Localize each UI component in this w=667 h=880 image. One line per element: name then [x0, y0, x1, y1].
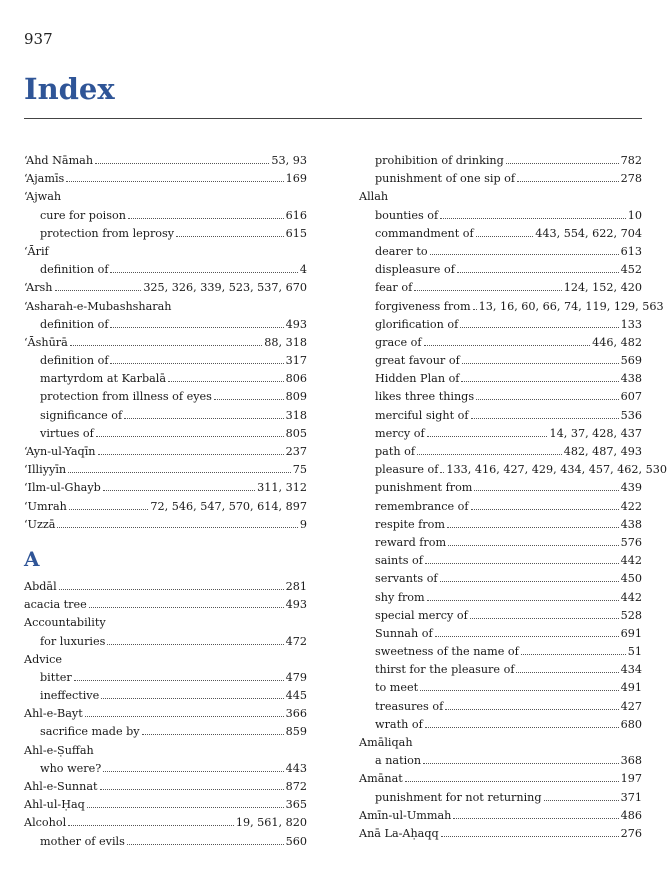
- dot-leader: [445, 708, 618, 710]
- index-entry: [24, 479, 307, 497]
- page-references: 805: [285, 426, 307, 440]
- index-term: dearer to: [375, 244, 428, 258]
- page-references: 493: [285, 317, 307, 331]
- dot-leader: [447, 526, 619, 528]
- index-term: definition of: [40, 263, 109, 277]
- dot-leader: [127, 843, 284, 845]
- index-subentry: [359, 716, 642, 734]
- index-term: bounties of: [375, 208, 439, 222]
- page-references: 434: [620, 663, 642, 677]
- index-term: protection from illness of eyes: [40, 390, 212, 404]
- index-subentry: [359, 661, 642, 679]
- index-entry: [24, 778, 307, 796]
- dot-leader: [430, 253, 619, 255]
- index-heading-entry: [24, 614, 307, 632]
- dot-leader: [96, 435, 284, 437]
- page-references: 14, 37, 428, 437: [549, 426, 642, 440]
- page-references: 450: [620, 572, 642, 586]
- dot-leader: [425, 562, 619, 564]
- index-subentry: [24, 669, 307, 687]
- index-subentry: [24, 352, 307, 370]
- index-heading-entry: [24, 188, 307, 206]
- index-entry: [24, 170, 307, 188]
- index-term: grace of: [375, 335, 422, 349]
- page-references: 368: [620, 754, 642, 768]
- index-term: merciful sight of: [375, 408, 469, 422]
- dot-leader: [85, 715, 284, 717]
- index-term: ‘Asharah-e-Mubashsharah: [24, 299, 172, 313]
- dot-leader: [516, 671, 618, 673]
- index-term: sweetness of the name of: [375, 645, 519, 659]
- dot-leader: [57, 526, 297, 528]
- index-subentry: [359, 498, 642, 516]
- page-references: 472: [285, 634, 307, 648]
- index-term: punishment from: [375, 481, 473, 495]
- page-references: 452: [620, 263, 642, 277]
- page-references: 872: [285, 780, 307, 793]
- page-references: 427: [620, 699, 642, 713]
- page-references: 482, 487, 493: [563, 445, 642, 458]
- page-references: 569: [620, 354, 642, 368]
- page-references: 133: [620, 317, 642, 331]
- index-subentry: [359, 443, 642, 461]
- page-references: 493: [285, 598, 307, 612]
- page-references: 442: [620, 590, 642, 604]
- index-subentry: [359, 334, 642, 352]
- index-subentry: [24, 316, 307, 334]
- section-letter-heading: A: [24, 546, 40, 571]
- index-entry: [359, 770, 642, 788]
- index-heading-entry: [24, 742, 307, 760]
- index-heading-entry: [24, 298, 307, 316]
- page-references: 806: [285, 372, 307, 386]
- page-references: 318: [285, 408, 307, 422]
- page-references: 445: [285, 689, 307, 703]
- dot-leader: [427, 599, 619, 601]
- dot-leader: [457, 271, 619, 273]
- index-term: Allah: [359, 190, 389, 204]
- index-term: Advice: [24, 652, 63, 666]
- index-entry: [24, 152, 307, 170]
- dot-leader: [55, 289, 142, 291]
- page-references: 133, 416, 427, 429, 434, 457, 462, 530: [446, 463, 667, 477]
- dot-leader: [544, 799, 619, 801]
- index-term: ineffective: [40, 689, 100, 703]
- index-subentry: [359, 425, 642, 443]
- index-term: treasures of: [375, 699, 444, 713]
- index-term: Alcohol: [24, 816, 67, 830]
- index-heading-entry: [359, 734, 642, 752]
- page-references: 859: [285, 725, 307, 739]
- index-term: ‘Illiyyīn: [24, 463, 67, 477]
- page-references: 528: [620, 608, 642, 622]
- index-term: ‘Āshūrā: [24, 335, 68, 349]
- dot-leader: [476, 398, 619, 400]
- index-term: martyrdom at Karbalā: [40, 372, 167, 386]
- index-term: Ahl-e-Sunnat: [24, 780, 98, 793]
- index-subentry: [24, 407, 307, 425]
- index-term: for luxuries: [40, 634, 106, 648]
- page-references: 560: [285, 834, 307, 848]
- dot-leader: [448, 544, 619, 546]
- dot-leader: [471, 417, 619, 419]
- index-term: ‘Ahd Nāmah: [24, 154, 94, 167]
- dot-leader: [95, 162, 269, 164]
- index-term: definition of: [40, 317, 109, 331]
- index-entry: [24, 279, 307, 297]
- index-term: mercy of: [375, 426, 425, 440]
- index-term: path of: [375, 445, 415, 458]
- dot-leader: [425, 726, 619, 728]
- index-subentry: [359, 625, 642, 643]
- index-term: significance of: [40, 408, 123, 422]
- index-term: sacrifice made by: [40, 725, 140, 739]
- dot-leader: [103, 770, 283, 772]
- index-subentry: [24, 225, 307, 243]
- index-term: special mercy of: [375, 608, 468, 622]
- index-subentry: [359, 479, 642, 497]
- index-subentry: [359, 589, 642, 607]
- index-entry: [24, 516, 307, 534]
- page-references: 325, 326, 339, 523, 537, 670: [143, 281, 307, 295]
- index-term: Amāliqah: [359, 736, 413, 749]
- dot-leader: [68, 824, 234, 826]
- dot-leader: [168, 380, 284, 382]
- page-references: 10: [627, 208, 642, 222]
- index-subentry: [359, 279, 642, 297]
- page-references: 13, 16, 60, 66, 74, 119, 129, 563: [478, 299, 664, 313]
- index-term: Abdāl: [24, 579, 57, 593]
- dot-leader: [405, 780, 619, 782]
- index-term: ‘Arsh: [24, 281, 53, 295]
- page-references: 124, 152, 420: [563, 281, 642, 295]
- index-term: protection from leprosy: [40, 226, 175, 240]
- index-entry: [24, 578, 307, 596]
- page-references: 615: [285, 226, 307, 240]
- index-term: prohibition of drinking: [375, 154, 504, 167]
- page-references: 443: [285, 761, 307, 775]
- index-entry: [24, 334, 307, 352]
- dot-leader: [517, 180, 619, 182]
- index-subentry: [359, 407, 642, 425]
- page-references: 680: [620, 717, 642, 731]
- index-heading-entry: [359, 188, 642, 206]
- index-term: glorification of: [375, 317, 459, 331]
- index-subentry: [24, 833, 307, 851]
- index-subentry: [24, 760, 307, 778]
- page-references: 278: [620, 172, 642, 186]
- dot-leader: [110, 271, 297, 273]
- page-references: 53, 93: [271, 154, 307, 167]
- index-subentry: [359, 298, 664, 316]
- dot-leader: [420, 689, 619, 691]
- dot-leader: [427, 435, 548, 437]
- page-references: 422: [620, 499, 642, 513]
- page-references: 311, 312: [257, 481, 307, 495]
- index-term: Anā La-Aḥaqq: [359, 826, 439, 840]
- index-term: to meet: [375, 681, 419, 695]
- index-subentry: [359, 352, 642, 370]
- index-heading-entry: [24, 651, 307, 669]
- dot-leader: [128, 217, 284, 219]
- index-term: virtues of: [40, 426, 94, 440]
- index-term: a nation: [375, 754, 422, 768]
- index-entry: [24, 461, 307, 479]
- index-subentry: [359, 552, 642, 570]
- index-entry: [24, 814, 307, 832]
- index-term: commandment of: [375, 226, 474, 240]
- page-references: 276: [620, 826, 642, 840]
- index-subentry: [359, 243, 642, 261]
- dot-leader: [110, 326, 283, 328]
- index-term: ‘Ayn-ul-Yaqīn: [24, 445, 96, 458]
- dot-leader: [453, 817, 618, 819]
- page-references: 371: [620, 790, 642, 804]
- page-references: 237: [285, 445, 307, 458]
- index-term: shy from: [375, 590, 425, 604]
- index-entry: [24, 498, 307, 516]
- index-term: ‘Ilm-ul-Ghayb: [24, 481, 101, 495]
- index-subentry: [359, 752, 642, 770]
- index-term: servants of: [375, 572, 438, 586]
- dot-leader: [461, 380, 618, 382]
- dot-leader: [506, 162, 619, 164]
- index-term: mother of evils: [40, 834, 125, 848]
- index-entry: [359, 807, 642, 825]
- index-subentry: [359, 261, 642, 279]
- index-term: who were?: [40, 761, 102, 775]
- dot-leader: [440, 580, 619, 582]
- index-term: acacia tree: [24, 598, 87, 612]
- page-references: 438: [620, 372, 642, 386]
- dot-leader: [440, 471, 444, 473]
- dot-leader: [176, 235, 284, 237]
- dot-leader: [474, 489, 618, 491]
- index-subentry: [359, 698, 642, 716]
- page-references: 782: [620, 154, 642, 167]
- index-subentry: [359, 607, 642, 625]
- index-entry: [24, 443, 307, 461]
- index-term: respite from: [375, 517, 445, 531]
- index-term: definition of: [40, 354, 109, 368]
- dot-leader: [103, 489, 255, 491]
- index-subentry: [24, 261, 307, 279]
- page-references: 479: [285, 670, 307, 684]
- index-term: cure for poison: [40, 208, 126, 222]
- page-references: 19, 561, 820: [235, 816, 307, 830]
- index-term: Ahl-e-Ṣuffah: [24, 743, 94, 757]
- page-references: 691: [620, 626, 642, 640]
- index-term: saints of: [375, 554, 423, 568]
- index-subentry: [359, 370, 642, 388]
- page-references: 317: [285, 354, 307, 368]
- index-column-left: [24, 152, 307, 851]
- index-term: likes three things: [375, 390, 475, 404]
- page-number: 937: [24, 30, 53, 48]
- index-subentry: [359, 461, 667, 479]
- index-term: reward from: [375, 535, 447, 549]
- page-title: Index: [24, 72, 115, 106]
- page-references: 197: [620, 772, 642, 786]
- index-term: Ahl-ul-Ḥaq: [24, 798, 85, 812]
- index-term: great favour of: [375, 354, 460, 368]
- index-subentry: [24, 370, 307, 388]
- index-subentry: [24, 425, 307, 443]
- dot-leader: [107, 643, 283, 645]
- page-references: 365: [285, 798, 307, 812]
- index-entry: [24, 796, 307, 814]
- page-references: 439: [620, 481, 642, 495]
- dot-leader: [435, 635, 619, 637]
- index-entry: [24, 596, 307, 614]
- index-subentry: [359, 643, 642, 661]
- page-references: 486: [620, 808, 642, 822]
- dot-leader: [66, 180, 283, 182]
- index-entry: [359, 825, 642, 843]
- dot-leader: [124, 417, 283, 419]
- index-term: forgiveness from: [375, 299, 471, 313]
- index-subentry: [359, 679, 642, 697]
- index-subentry: [359, 388, 642, 406]
- page-references: 607: [620, 390, 642, 404]
- index-term: ‘Umrah: [24, 499, 67, 513]
- index-subentry: [24, 723, 307, 741]
- dot-leader: [476, 235, 534, 237]
- index-term: thirst for the pleasure of: [375, 663, 515, 677]
- dot-leader: [423, 762, 619, 764]
- dot-leader: [98, 453, 284, 455]
- index-subentry: [359, 170, 642, 188]
- page-references: 616: [285, 208, 307, 222]
- index-column-right: [359, 152, 667, 843]
- index-term: ‘Uzzā: [24, 517, 56, 531]
- page-references: 366: [285, 707, 307, 721]
- index-subentry: [359, 225, 642, 243]
- dot-leader: [440, 217, 626, 219]
- index-term: displeasure of: [375, 263, 455, 277]
- page-references: 75: [292, 463, 307, 477]
- dot-leader: [101, 697, 283, 699]
- dot-leader: [441, 835, 619, 837]
- dot-leader: [87, 806, 284, 808]
- index-subentry: [359, 534, 642, 552]
- dot-leader: [69, 508, 149, 510]
- index-subentry: [359, 789, 642, 807]
- index-subentry: [24, 207, 307, 225]
- page-references: 536: [620, 408, 642, 422]
- title-divider: [24, 118, 642, 119]
- index-subentry: [359, 516, 642, 534]
- index-term: ‘Ārif: [24, 244, 49, 258]
- index-term: Sunnah of: [375, 626, 433, 640]
- index-term: Accountability: [24, 616, 106, 630]
- page-references: 88, 318: [264, 335, 307, 349]
- page-references: 72, 546, 547, 570, 614, 897: [150, 499, 307, 513]
- index-term: ‘Ajwah: [24, 190, 62, 204]
- dot-leader: [68, 471, 291, 473]
- dot-leader: [417, 453, 562, 455]
- page-references: 576: [620, 535, 642, 549]
- page-references: 51: [627, 645, 642, 659]
- page-references: 442: [620, 554, 642, 568]
- index-term: pleasure of: [375, 463, 439, 477]
- page-references: 438: [620, 517, 642, 531]
- dot-leader: [462, 362, 619, 364]
- dot-leader: [89, 606, 284, 608]
- dot-leader: [471, 508, 619, 510]
- page-references: 169: [285, 172, 307, 186]
- index-term: Amīn-ul-Ummah: [359, 808, 452, 822]
- page-references: 446, 482: [592, 335, 642, 349]
- dot-leader: [521, 653, 626, 655]
- dot-leader: [473, 308, 477, 310]
- dot-leader: [142, 733, 284, 735]
- dot-leader: [414, 289, 561, 291]
- index-term: Amānat: [359, 772, 403, 786]
- page-references: 4: [299, 263, 307, 277]
- index-subentry: [24, 388, 307, 406]
- page-references: 9: [299, 517, 307, 531]
- page-references: 281: [285, 579, 307, 593]
- index-term: fear of: [375, 281, 413, 295]
- index-term: punishment of one sip of: [375, 172, 516, 186]
- dot-leader: [470, 617, 619, 619]
- index-heading-entry: [24, 243, 307, 261]
- dot-leader: [59, 588, 284, 590]
- index-subentry: [24, 633, 307, 651]
- page-references: 613: [620, 244, 642, 258]
- index-entry: [24, 705, 307, 723]
- index-term: wrath of: [375, 717, 423, 731]
- index-subentry: [359, 152, 642, 170]
- index-term: ‘Ajamīs: [24, 172, 65, 186]
- page-references: 491: [620, 681, 642, 695]
- dot-leader: [424, 344, 591, 346]
- index-term: Ahl-e-Bayt: [24, 707, 83, 721]
- dot-leader: [74, 679, 284, 681]
- page-references: 809: [285, 390, 307, 404]
- index-subentry: [359, 316, 642, 334]
- page-references: 443, 554, 622, 704: [535, 226, 642, 240]
- index-term: remembrance of: [375, 499, 469, 513]
- index-subentry: [359, 207, 642, 225]
- dot-leader: [214, 398, 284, 400]
- dot-leader: [460, 326, 618, 328]
- dot-leader: [100, 788, 284, 790]
- index-term: punishment for not returning: [375, 790, 542, 804]
- dot-leader: [70, 344, 262, 346]
- index-subentry: [359, 570, 642, 588]
- index-term: Hidden Plan of: [375, 372, 460, 386]
- index-subentry: [24, 687, 307, 705]
- index-term: bitter: [40, 670, 72, 684]
- dot-leader: [110, 362, 283, 364]
